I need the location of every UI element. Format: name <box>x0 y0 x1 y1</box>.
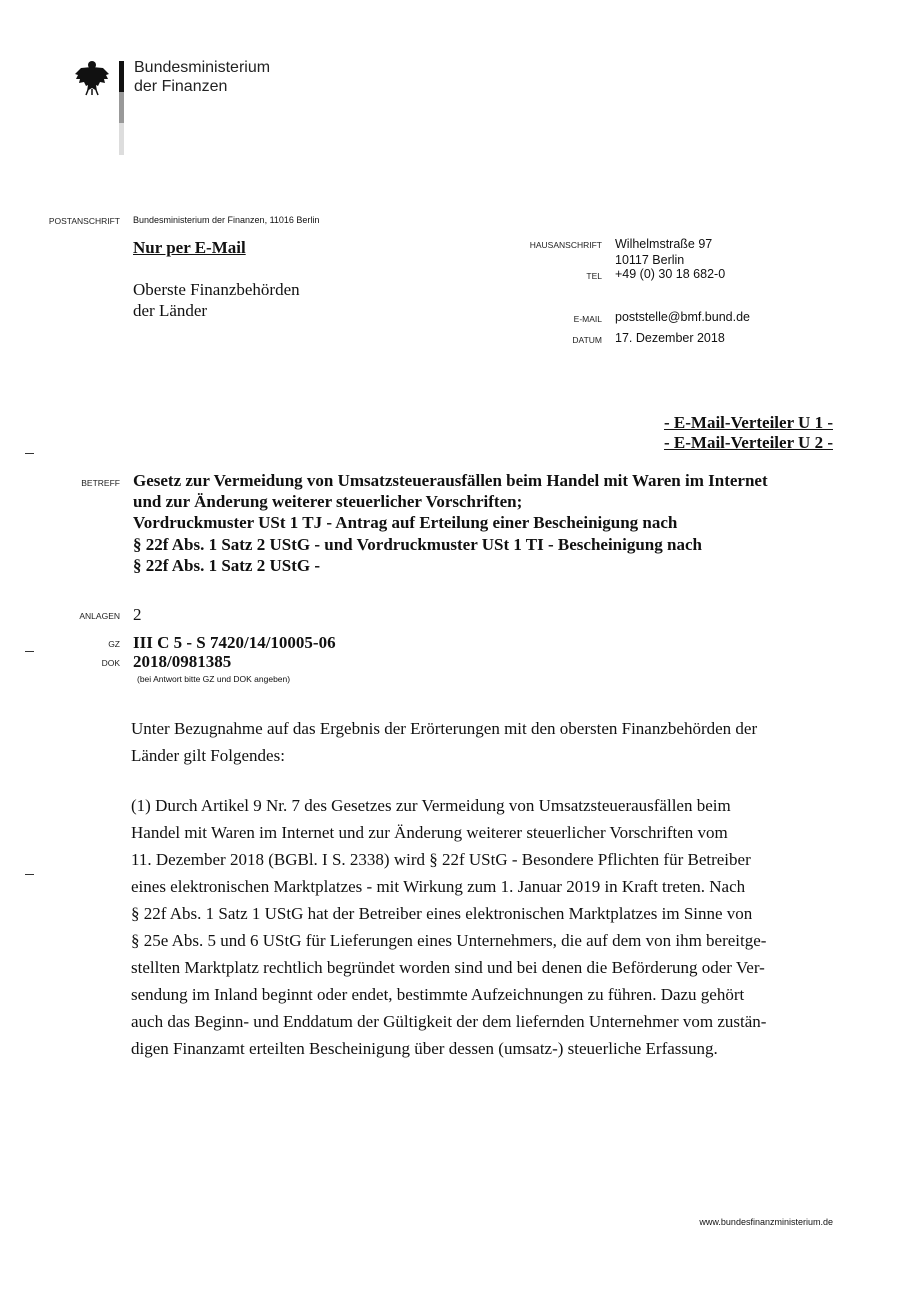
betreff-line: Gesetz zur Vermeidung von Umsatzsteuerausfällen beim Handel mit Waren im Internet <box>133 471 768 490</box>
gz-label: GZ <box>108 639 120 649</box>
paragraph-line: stellten Marktplatz rechtlich begründet worden sind und bei denen die Beförderung oder Ver- <box>131 958 765 977</box>
dok-note: (bei Antwort bitte GZ und DOK angeben) <box>137 674 291 684</box>
fold-mark <box>25 651 34 652</box>
email-value[interactable]: poststelle@bmf.bund.de <box>615 310 750 324</box>
betreff-line: § 22f Abs. 1 Satz 2 UStG - und Vordruckmuster USt 1 TI - Bescheinigung nach <box>133 535 702 554</box>
paragraph-line: eines elektronischen Marktplatzes - mit Wirkung zum 1. Januar 2019 in Kraft treten. Nach <box>131 877 746 896</box>
ministry-name-line2: der Finanzen <box>134 78 228 95</box>
anlagen-value: 2 <box>133 605 142 624</box>
paragraph-line: sendung im Inland beginnt oder endet, bestimmte Aufzeichnungen zu führen. Dazu gehört <box>131 985 745 1004</box>
betreff-line: und zur Änderung weiterer steuerlicher Vorschriften; <box>133 492 523 511</box>
federal-eagle-icon <box>73 58 111 96</box>
datum-value: 17. Dezember 2018 <box>615 331 725 345</box>
logo-bar <box>119 61 124 155</box>
delivery-method: Nur per E-Mail <box>133 238 246 257</box>
fold-mark <box>25 453 34 454</box>
paragraph-line: auch das Beginn- und Enddatum der Gültigkeit der dem liefernden Unternehmer vom zustän- <box>131 1012 767 1031</box>
dok-value: 2018/0981385 <box>133 652 232 671</box>
hausanschrift-line2: 10117 Berlin <box>615 253 685 267</box>
tel-value: +49 (0) 30 18 682-0 <box>615 267 726 281</box>
footer-website[interactable]: www.bundesfinanzministerium.de <box>699 1217 833 1227</box>
datum-label: DATUM <box>572 335 602 345</box>
intro-line: Länder gilt Folgendes: <box>131 746 285 765</box>
recipient-line2: der Länder <box>133 301 208 320</box>
email-label: E-MAIL <box>573 314 602 324</box>
betreff-line: Vordruckmuster USt 1 TJ - Antrag auf Erteilung einer Bescheinigung nach <box>133 513 678 532</box>
gz-value: III C 5 - S 7420/14/10005-06 <box>133 633 336 652</box>
hausanschrift-label: HAUSANSCHRIFT <box>529 240 602 250</box>
verteiler-u1: - E-Mail-Verteiler U 1 - <box>664 413 833 432</box>
postanschrift-label: POSTANSCHRIFT <box>48 216 120 226</box>
paragraph-line: digen Finanzamt erteilten Bescheinigung über dessen (umsatz-) steuerliche Erfassung. <box>131 1039 718 1058</box>
recipient-line1: Oberste Finanzbehörden <box>133 280 300 299</box>
fold-mark <box>25 874 34 875</box>
dok-label: DOK <box>101 658 120 668</box>
postanschrift-value: Bundesministerium der Finanzen, 11016 Berlin <box>133 215 320 225</box>
paragraph-line: § 25e Abs. 5 und 6 UStG für Lieferungen eines Unternehmers, die auf dem von ihm bereitge- <box>131 931 767 950</box>
tel-label: TEL <box>586 271 602 281</box>
paragraph-line: Handel mit Waren im Internet und zur Änderung weiterer steuerlicher Vorschriften vom <box>131 823 728 842</box>
betreff-label: BETREFF <box>81 478 120 488</box>
hausanschrift-line1: Wilhelmstraße 97 <box>615 237 713 251</box>
verteiler-u2: - E-Mail-Verteiler U 2 - <box>664 433 833 452</box>
paragraph-line: § 22f Abs. 1 Satz 1 UStG hat der Betreiber eines elektronischen Marktplatzes im Sinne von <box>131 904 753 923</box>
paragraph-line: (1) Durch Artikel 9 Nr. 7 des Gesetzes zur Vermeidung von Umsatzsteuerausfällen beim <box>131 796 731 815</box>
intro-line: Unter Bezugnahme auf das Ergebnis der Erörterungen mit den obersten Finanzbehörden der <box>131 719 758 738</box>
paragraph-line: 11. Dezember 2018 (BGBl. I S. 2338) wird § 22f UStG - Besondere Pflichten für Betreiber <box>131 850 751 869</box>
ministry-name-line1: Bundesministerium <box>134 59 271 76</box>
anlagen-label: ANLAGEN <box>79 611 120 621</box>
betreff-line: § 22f Abs. 1 Satz 2 UStG - <box>133 556 321 575</box>
